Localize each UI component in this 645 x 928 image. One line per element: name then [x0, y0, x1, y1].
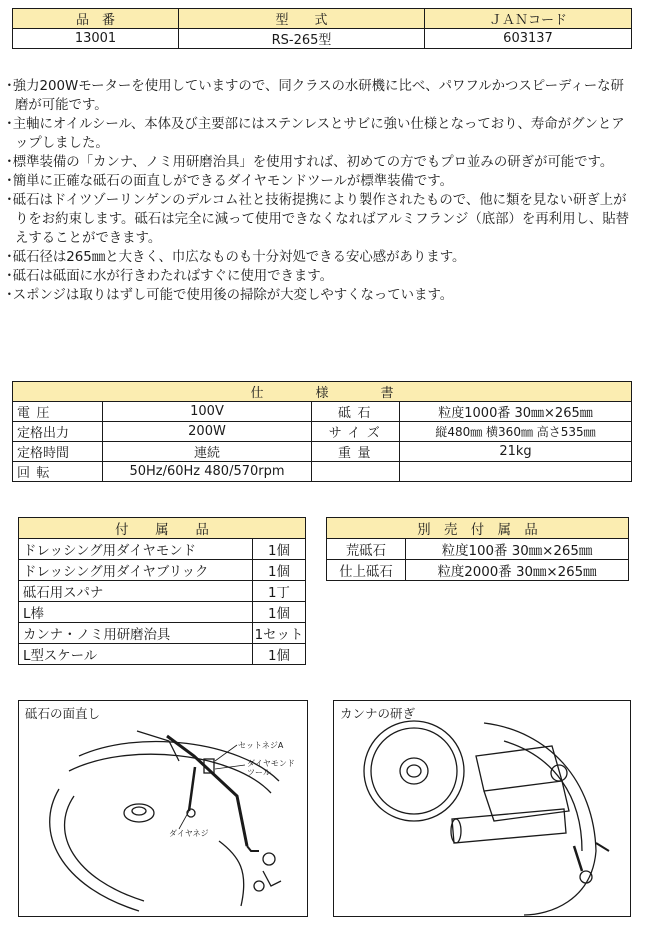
accessory-name: L型スケール: [19, 644, 253, 665]
header-part-number: 品 番: [13, 9, 179, 29]
feature-item: ･スポンジは取りはずし可能で使用後の掃除が大変しやすくなっています。: [6, 288, 454, 303]
table-row: [13, 462, 632, 482]
option-desc: 粒度2000番 30㎜×265㎜: [406, 560, 629, 581]
spec-key: [312, 462, 400, 482]
figure-caption: 砥石の面直し: [25, 706, 101, 721]
spec-value: 縦480㎜ 横360㎜ 高さ535㎜: [400, 422, 632, 442]
spec-value: 100V: [103, 402, 312, 422]
option-name: 仕上砥石: [327, 560, 406, 581]
accessory-name: ドレッシング用ダイヤブリック: [19, 560, 253, 581]
spec-value: 粒度1000番 30㎜×265㎜: [400, 402, 632, 422]
accessory-qty: 1個: [253, 644, 306, 665]
figure-wheel-dressing: [18, 700, 308, 917]
accessory-qty: 1個: [253, 560, 306, 581]
table-row: [327, 560, 629, 581]
optional-accessories-title: 別 売 付 属 品: [327, 518, 629, 539]
spec-key: サイズ: [312, 422, 400, 442]
table-row: [13, 442, 632, 462]
feature-item: ･簡単に正確な砥石の面直しができるダイヤモンドツールが標準装備です。: [6, 174, 453, 189]
table-row: [19, 644, 306, 665]
spec-value: 200W: [103, 422, 312, 442]
product-table: [12, 8, 632, 49]
optional-accessories-table: [326, 517, 629, 581]
option-desc: 粒度100番 30㎜×265㎜: [406, 539, 629, 560]
spec-key: 定格時間: [13, 442, 103, 462]
spec-value: [400, 462, 632, 482]
wheel-dressing-illustration: [19, 701, 307, 916]
accessory-name: L棒: [19, 602, 253, 623]
feature-item: ･標準装備の「カンナ、ノミ用研磨治具」を使用すれば、初めての方でもプロ並みの研ぎが可能です。: [6, 155, 614, 170]
jan-code-value: 603137: [425, 29, 632, 49]
accessories-title: 付 属 品: [19, 518, 306, 539]
table-row: [19, 539, 306, 560]
accessory-qty: 1個: [253, 602, 306, 623]
spec-key: 砥石: [312, 402, 400, 422]
spec-key: 定格出力: [13, 422, 103, 442]
accessory-name: カンナ・ノミ用研磨治具: [19, 623, 253, 644]
label-diamond-screw: ダイヤネジ: [169, 829, 209, 838]
label-diamond-tool: ダイヤモンド ツール: [247, 759, 295, 777]
part-number-value: 13001: [13, 29, 179, 49]
table-row: [19, 623, 306, 644]
header-jan-code: ＪＡＮコード: [425, 9, 632, 29]
table-row: [19, 581, 306, 602]
feature-item: ･砥石はドイツゾーリンゲンのデルコム社と技術提携により製作されたもので、他に類を見ない研ぎ上がりをお約束します。砥石は完全に減って使用できなくなればアルミフランジ（底部）を再利用し、貼替えすることができます。: [6, 193, 630, 246]
figure-plane-sharpening: [333, 700, 631, 917]
feature-item: ･砥石は砥面に水が行きわたればすぐに使用できます。: [6, 269, 333, 284]
spec-key: 重量: [312, 442, 400, 462]
feature-item: ･砥石径は265㎜と大きく、巾広なものも十分対処できる安心感があります。: [6, 250, 466, 265]
table-row: [13, 422, 632, 442]
figure-caption: カンナの研ぎ: [340, 706, 416, 721]
spec-value: 50Hz/60Hz 480/570rpm: [103, 462, 312, 482]
spec-key: 回転: [13, 462, 103, 482]
table-row: [327, 539, 629, 560]
option-name: 荒砥石: [327, 539, 406, 560]
spec-key: 電圧: [13, 402, 103, 422]
model-value: RS-265型: [179, 29, 425, 49]
spec-value: 連続: [103, 442, 312, 462]
accessory-name: ドレッシング用ダイヤモンド: [19, 539, 253, 560]
plane-sharpening-illustration: [334, 701, 630, 916]
table-row: [19, 602, 306, 623]
table-row: [13, 402, 632, 422]
spec-value: 21kg: [400, 442, 632, 462]
accessories-table: [18, 517, 306, 665]
feature-list: [6, 77, 636, 305]
spec-table: [12, 381, 632, 482]
accessory-name: 砥石用スパナ: [19, 581, 253, 602]
feature-item: ･主軸にオイルシール、本体及び主要部にはステンレスとサビに強い仕様となっており、寿命がグンとアップしました。: [6, 117, 625, 151]
header-model: 型 式: [179, 9, 425, 29]
accessory-qty: 1丁: [253, 581, 306, 602]
feature-item: ･強力200Wモーターを使用していますので、同クラスの水研機に比べ、パワフルかつスピーディーな研磨が可能です。: [6, 79, 624, 113]
accessory-qty: 1個: [253, 539, 306, 560]
table-row: [19, 560, 306, 581]
label-set-screw: セットネジA: [238, 741, 284, 750]
accessory-qty: 1セット: [253, 623, 306, 644]
spec-title: 仕 様 書: [13, 382, 632, 402]
